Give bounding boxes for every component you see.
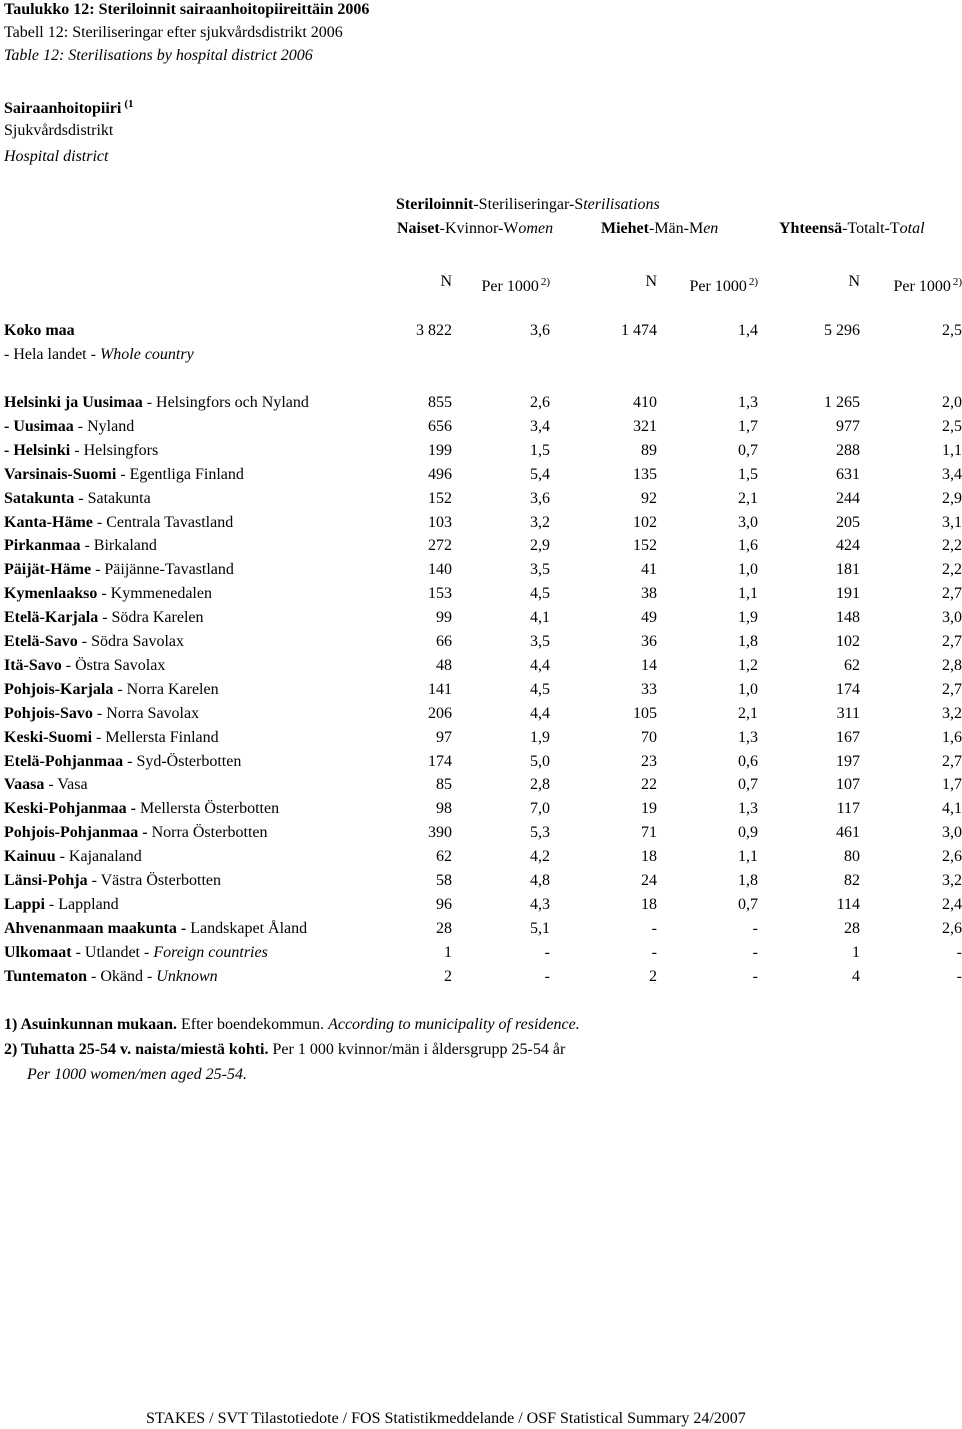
table-row — [0, 417, 960, 441]
table-cell: 4,5 — [530, 680, 550, 698]
table-cell: 98 — [436, 800, 452, 818]
table-cell: 1,9 — [738, 609, 758, 627]
table-cell: 174 — [836, 680, 860, 698]
row-label: Kymenlaakso - Kymmenedalen — [4, 585, 212, 603]
table-cell: 1,0 — [738, 561, 758, 579]
table-row — [0, 871, 960, 895]
table-cell: 1,3 — [738, 728, 758, 746]
table-cell: 41 — [641, 561, 657, 579]
table-cell: 181 — [836, 561, 860, 579]
table-cell: 311 — [836, 704, 860, 722]
table-cell: 3,5 — [530, 633, 550, 650]
table-cell: 62 — [436, 848, 452, 866]
table-cell: 1,2 — [738, 656, 758, 674]
row-label: Etelä-Pohjanmaa - Syd-Österbotten — [4, 752, 242, 770]
table-cell: 1,6 — [942, 728, 962, 746]
table-cell: 272 — [428, 537, 452, 555]
row-label: Helsinki ja Uusimaa - Helsingfors och Nyland — [4, 394, 309, 411]
women-header: Naiset-Kvinnor-Women — [397, 220, 554, 237]
table-cell: 0,6 — [738, 752, 758, 770]
table-row — [0, 704, 960, 728]
table-cell: 70 — [641, 728, 657, 746]
table-cell: 1,7 — [942, 776, 962, 794]
table-row — [0, 943, 960, 967]
table-cell: 0,7 — [738, 895, 758, 913]
table-row — [0, 680, 960, 704]
table-cell: 3,2 — [942, 704, 962, 722]
table-cell: 62 — [844, 656, 860, 674]
table-cell: 197 — [836, 752, 860, 770]
table-cell: 1,9 — [530, 728, 550, 746]
table-cell: 3 822 — [416, 322, 452, 339]
table-cell: 205 — [836, 513, 860, 531]
table-row — [0, 895, 960, 919]
table-cell: 141 — [428, 680, 452, 698]
table-cell: - — [544, 967, 550, 985]
table-cell: - — [752, 919, 758, 937]
table-cell: 152 — [633, 537, 657, 555]
table-cell: 244 — [836, 489, 860, 507]
table-row — [0, 752, 960, 776]
table-cell: 49 — [641, 609, 657, 627]
table-row — [0, 656, 960, 680]
table-cell: 2,6 — [942, 848, 962, 866]
col-header-n-total: N — [848, 273, 860, 290]
table-cell: 1,3 — [738, 394, 758, 411]
table-cell: 114 — [836, 895, 860, 913]
district-header-en: Hospital district — [4, 148, 109, 165]
table-cell: 28 — [436, 919, 452, 937]
table-cell: 3,1 — [942, 513, 962, 531]
table-cell: 1,1 — [942, 441, 962, 459]
row-label: Tuntematon - Okänd - Unknown — [4, 967, 218, 985]
table-cell: 2,2 — [942, 537, 962, 555]
table-cell: 107 — [836, 776, 860, 794]
row-label: - Helsinki - Helsingfors — [4, 441, 159, 459]
table-title-en: Table 12: Sterilisations by hospital district 2006 — [4, 47, 313, 64]
table-cell: 2,8 — [530, 776, 550, 794]
table-cell: 174 — [428, 752, 452, 770]
table-cell: 1 474 — [621, 322, 657, 339]
table-cell: 18 — [641, 895, 657, 913]
table-cell: 191 — [836, 585, 860, 603]
table-cell: 410 — [633, 394, 657, 411]
table-row — [0, 560, 960, 584]
row-label: Kanta-Häme - Centrala Tavastland — [4, 513, 234, 531]
col-header-n-women: N — [440, 273, 452, 290]
row-label: Pirkanmaa - Birkaland — [4, 537, 157, 555]
table-cell: 0,9 — [738, 824, 758, 842]
table-cell: 2,9 — [530, 537, 550, 555]
table-cell: 206 — [428, 704, 452, 722]
table-cell: 1,3 — [738, 800, 758, 818]
table-cell: 2,6 — [942, 919, 962, 937]
table-cell: 1 — [852, 943, 860, 961]
table-cell: - — [752, 967, 758, 985]
total-row — [0, 321, 960, 345]
table-cell: 71 — [641, 824, 657, 842]
table-cell: 3,0 — [738, 513, 758, 531]
row-label: - Uusimaa - Nyland — [4, 417, 135, 435]
row-label: Pohjois-Karjala - Norra Karelen — [4, 680, 219, 698]
table-cell: 5 296 — [824, 322, 860, 339]
district-header-fi: Sairaanhoitopiiri $^{(1}$ — [4, 98, 134, 117]
table-row — [0, 489, 960, 513]
sterilisations-header: Steriloinnit-Steriliseringar-Sterilisations — [396, 196, 660, 213]
men-header: Miehet-Män-Men — [601, 220, 719, 237]
table-row — [0, 919, 960, 943]
table-cell: 2,7 — [942, 633, 962, 650]
row-label: Länsi-Pohja - Västra Österbotten — [4, 872, 222, 889]
table-cell: 96 — [436, 895, 452, 913]
table-cell: 4,8 — [530, 872, 550, 889]
table-row — [0, 465, 960, 489]
table-cell: 58 — [436, 872, 452, 889]
table-cell: 3,4 — [530, 417, 550, 435]
row-label: Vaasa - Vasa — [4, 776, 88, 794]
row-label: Keski-Suomi - Mellersta Finland — [4, 728, 219, 746]
table-cell: 105 — [633, 704, 657, 722]
table-cell: 48 — [436, 656, 452, 674]
row-label: Pohjois-Savo - Norra Savolax — [4, 704, 200, 722]
table-row — [0, 441, 960, 465]
table-cell: 5,1 — [530, 919, 550, 937]
table-cell: - — [651, 919, 657, 937]
table-cell: 36 — [641, 633, 657, 650]
table-cell: 102 — [836, 633, 860, 650]
table-cell: 89 — [641, 441, 657, 459]
footnote-2-en: Per 1000 women/men aged 25-54. — [27, 1066, 247, 1083]
col-header-per-total: Per 1000 $^{2)}$ — [893, 276, 962, 295]
table-cell: 3,0 — [942, 824, 962, 842]
col-header-n-men: N — [645, 273, 657, 290]
table-row — [0, 608, 960, 632]
table-cell: 656 — [428, 417, 452, 435]
table-cell: 2,7 — [942, 585, 962, 603]
row-label: Ahvenanmaan maakunta - Landskapet Åland — [4, 919, 308, 937]
table-cell: 103 — [428, 513, 452, 531]
table-cell: 3,6 — [530, 322, 550, 339]
table-cell: 199 — [428, 441, 452, 459]
table-cell: 1 265 — [824, 394, 860, 411]
table-cell: - — [651, 943, 657, 961]
table-cell: 5,3 — [530, 824, 550, 842]
table-cell: 28 — [844, 919, 860, 937]
table-cell: 1,5 — [738, 465, 758, 483]
page-footer: STAKES / SVT Tilastotiedote / FOS Statistikmeddelande / OSF Statistical Summary 24/2007 — [146, 1410, 746, 1427]
table-cell: 97 — [436, 728, 452, 746]
footnote-1: 1) Asuinkunnan mukaan. Efter boendekommun. According to municipality of residence. — [4, 1016, 580, 1033]
table-cell: 3,4 — [942, 465, 962, 483]
table-cell: 152 — [428, 489, 452, 507]
row-label: Pohjois-Pohjanmaa - Norra Österbotten — [4, 824, 268, 842]
footnote-2: 2) Tuhatta 25-54 v. naista/miestä kohti. Per 1 000 kvinnor/män i åldersgrupp 25-54 år — [4, 1041, 566, 1058]
table-cell: 140 — [428, 561, 452, 579]
table-cell: 117 — [836, 800, 860, 818]
row-label: Päijät-Häme - Päijänne-Tavastland — [4, 561, 234, 579]
table-cell: 2,9 — [942, 489, 962, 507]
table-cell: 4 — [852, 967, 860, 985]
table-cell: 2,1 — [738, 704, 758, 722]
table-title-sv: Tabell 12: Steriliseringar efter sjukvårdsdistrikt 2006 — [4, 24, 343, 41]
table-cell: 99 — [436, 609, 452, 627]
table-cell: 461 — [836, 824, 860, 842]
table-row — [0, 536, 960, 560]
table-cell: 2,6 — [530, 394, 550, 411]
table-cell: 1,8 — [738, 633, 758, 650]
table-cell: 496 — [428, 465, 452, 483]
col-header-per-women: Per 1000 $^{2)}$ — [481, 276, 550, 295]
row-label: Keski-Pohjanmaa - Mellersta Österbotten — [4, 800, 280, 818]
total-row-label: Koko maa — [4, 322, 75, 339]
table-cell: 85 — [436, 776, 452, 794]
table-cell: 5,0 — [530, 752, 550, 770]
table-cell: 631 — [836, 465, 860, 483]
table-cell: 855 — [428, 394, 452, 411]
table-cell: 92 — [641, 489, 657, 507]
table-cell: 1 — [444, 943, 452, 961]
table-cell: 1,1 — [738, 585, 758, 603]
table-row — [0, 823, 960, 847]
table-cell: 24 — [641, 872, 657, 889]
table-row — [0, 513, 960, 537]
table-cell: 4,1 — [942, 800, 962, 818]
table-cell: 4,3 — [530, 895, 550, 913]
table-cell: 4,4 — [530, 656, 550, 674]
table-cell: 18 — [641, 848, 657, 866]
row-label: Etelä-Savo - Södra Savolax — [4, 633, 184, 650]
table-cell: 5,4 — [530, 465, 550, 483]
table-cell: 23 — [641, 752, 657, 770]
table-cell: 153 — [428, 585, 452, 603]
table-row — [0, 584, 960, 608]
district-header-sv: Sjukvårdsdistrikt — [4, 122, 114, 139]
table-cell: 288 — [836, 441, 860, 459]
table-cell: 80 — [844, 848, 860, 866]
total-header: Yhteensä-Totalt-Total — [779, 220, 925, 237]
table-row — [0, 728, 960, 752]
row-label: Etelä-Karjala - Södra Karelen — [4, 609, 204, 627]
table-cell: 3,2 — [942, 872, 962, 889]
table-cell: 2 — [444, 967, 452, 985]
table-cell: 1,1 — [738, 848, 758, 866]
table-cell: 3,5 — [530, 561, 550, 579]
table-cell: 82 — [844, 872, 860, 889]
table-cell: 4,4 — [530, 704, 550, 722]
table-cell: 1,8 — [738, 872, 758, 889]
footnote-ref-1: (1 — [124, 98, 134, 110]
table-cell: 4,1 — [530, 609, 550, 627]
table-cell: 2,5 — [942, 322, 962, 339]
table-cell: 1,0 — [738, 680, 758, 698]
table-row — [0, 393, 960, 417]
table-cell: 3,0 — [942, 609, 962, 627]
table-cell: 1,5 — [530, 441, 550, 459]
row-label: Varsinais-Suomi - Egentliga Finland — [4, 465, 244, 483]
row-label: Satakunta - Satakunta — [4, 489, 151, 507]
table-cell: 4,5 — [530, 585, 550, 603]
table-cell: 135 — [633, 465, 657, 483]
table-cell: 22 — [641, 776, 657, 794]
table-cell: - — [956, 943, 962, 961]
table-cell: 2,8 — [942, 656, 962, 674]
table-cell: 33 — [641, 680, 657, 698]
table-cell: 1,4 — [738, 322, 758, 339]
table-cell: - — [752, 943, 758, 961]
table-row — [0, 847, 960, 871]
table-cell: 102 — [633, 513, 657, 531]
table-cell: 1,7 — [738, 417, 758, 435]
table-cell: 2,0 — [942, 394, 962, 411]
table-row — [0, 799, 960, 823]
table-cell: 2,2 — [942, 561, 962, 579]
table-cell: 167 — [836, 728, 860, 746]
table-cell: 977 — [836, 417, 860, 435]
table-cell: - — [956, 967, 962, 985]
table-cell: 4,2 — [530, 848, 550, 866]
table-cell: 2,7 — [942, 680, 962, 698]
table-cell: 1,6 — [738, 537, 758, 555]
table-cell: 19 — [641, 800, 657, 818]
row-label: Kainuu - Kajanaland — [4, 848, 142, 866]
table-row — [0, 632, 960, 656]
table-row — [0, 775, 960, 799]
table-cell: - — [544, 943, 550, 961]
table-cell: 66 — [436, 633, 452, 650]
table-cell: 0,7 — [738, 776, 758, 794]
row-label: Ulkomaat - Utlandet - Foreign countries — [4, 943, 268, 961]
table-cell: 3,2 — [530, 513, 550, 531]
table-cell: 2,5 — [942, 417, 962, 435]
table-cell: 424 — [836, 537, 860, 555]
table-cell: 0,7 — [738, 441, 758, 459]
table-cell: 321 — [633, 417, 657, 435]
table-cell: 2,4 — [942, 895, 962, 913]
table-cell: 3,6 — [530, 489, 550, 507]
table-cell: 2,7 — [942, 752, 962, 770]
table-row — [0, 967, 960, 991]
table-cell: 14 — [641, 656, 657, 674]
table-cell: 390 — [428, 824, 452, 842]
row-label: Itä-Savo - Östra Savolax — [4, 656, 166, 674]
total-row-sublabel: - Hela landet - Whole country — [4, 346, 194, 363]
table-title-fi: Taulukko 12: Steriloinnit sairaanhoitopiireittäin 2006 — [4, 1, 370, 18]
table-cell: 2,1 — [738, 489, 758, 507]
col-header-per-men: Per 1000 $^{2)}$ — [689, 276, 758, 295]
table-cell: 2 — [649, 967, 657, 985]
row-label: Lappi - Lappland — [4, 895, 119, 913]
table-cell: 38 — [641, 585, 657, 603]
table-cell: 7,0 — [530, 800, 550, 818]
table-cell: 148 — [836, 609, 860, 627]
